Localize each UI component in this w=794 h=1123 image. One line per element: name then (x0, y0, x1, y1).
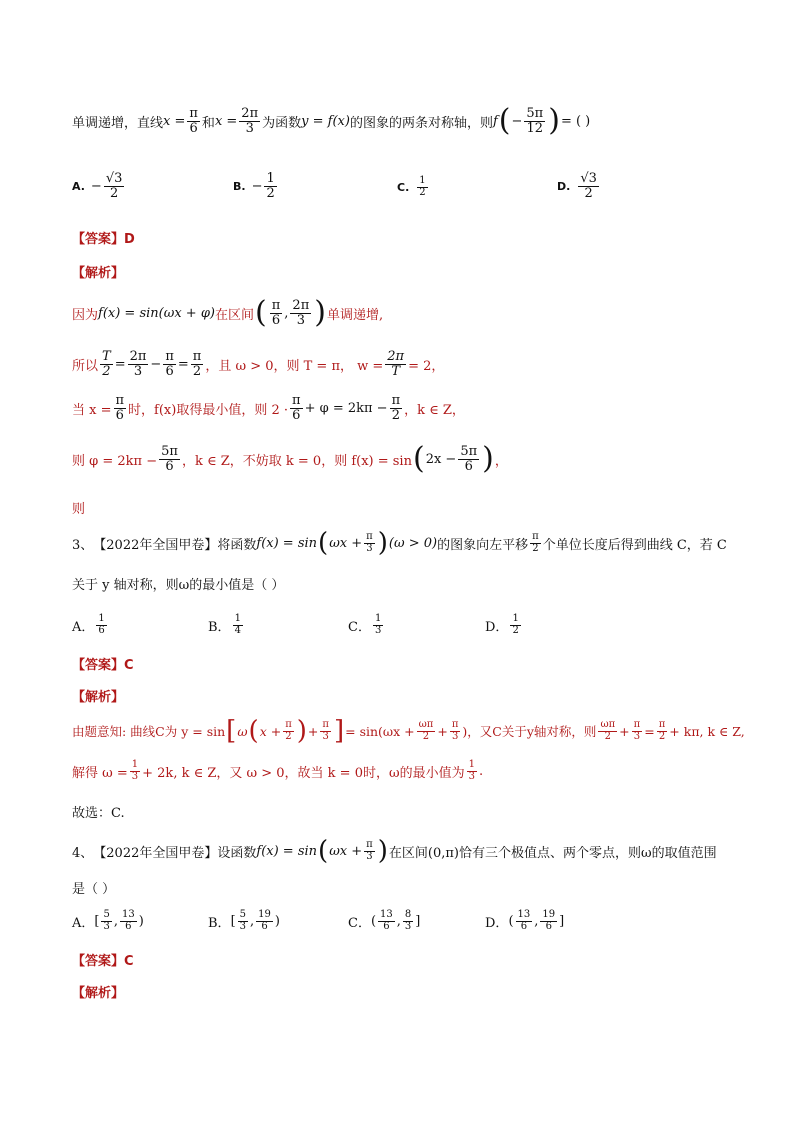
option-frac (104, 172, 125, 200)
question-source: 【2022年全国甲卷】 (93, 537, 218, 553)
option-num: 1 (98, 613, 105, 624)
equals: = (177, 356, 189, 372)
formula: f(x) = sin (256, 843, 318, 859)
comma: , (250, 913, 255, 929)
option-den: 2 (266, 185, 275, 201)
left-bracket: [ (226, 716, 237, 746)
bracket: [ (230, 913, 236, 929)
q4-option-a[interactable] (72, 910, 144, 932)
den: 2 (532, 542, 539, 554)
option-num: 1 (512, 613, 519, 624)
frac (364, 840, 375, 862)
text: 设函数 (217, 845, 257, 861)
right-bracket: ] (333, 716, 345, 746)
num: π (391, 393, 401, 408)
option-label: D． (485, 915, 509, 931)
option-den: 2 (419, 186, 426, 198)
q2-analysis-line1 (72, 295, 384, 330)
den: 2 (102, 363, 111, 379)
comma: , (113, 913, 118, 929)
num: 1 (131, 759, 139, 770)
text: + (307, 723, 319, 739)
option-label: D． (485, 619, 509, 635)
den: 2 (391, 407, 400, 423)
num: π (322, 719, 329, 730)
left-paren: ( (498, 103, 511, 138)
frac (458, 445, 479, 473)
q2-option-d[interactable] (557, 172, 601, 200)
num: 2π (387, 349, 405, 364)
right-paren: ) (548, 103, 560, 138)
den: 3 (468, 770, 475, 782)
den: 2 (422, 730, 430, 742)
text: ，k ∈ Z， (404, 402, 465, 418)
option-label: C． (348, 915, 371, 931)
q4-option-c[interactable] (348, 910, 420, 932)
den: 6 (383, 920, 390, 932)
right-paren: ) (314, 295, 326, 330)
option-den: 2 (512, 624, 519, 636)
text: 当 x = (72, 402, 112, 418)
text: 时，f(x)取得最小值，则 2 · (128, 402, 289, 418)
num: π (165, 349, 174, 364)
q2-stem (72, 103, 591, 138)
den: 3 (404, 920, 412, 932)
option-label: B． (208, 915, 231, 931)
q4-analysis-heading: 【解析】 (72, 986, 125, 1001)
den: 3 (296, 312, 305, 328)
formula: ωx + (329, 843, 363, 859)
text: 由题意知: 曲线C为 y = sin (72, 724, 226, 739)
question-number: 4、 (72, 845, 94, 861)
den: 3 (451, 730, 459, 742)
left-paren: ( (255, 295, 267, 330)
formula: (ω > 0) (388, 535, 438, 551)
q4-option-b[interactable] (208, 910, 280, 932)
frac (120, 910, 137, 932)
option-den: 2 (109, 185, 119, 201)
text: 个单位长度后得到曲线 C，若 C (542, 537, 727, 553)
q4-stem (72, 838, 717, 864)
den: 6 (165, 458, 174, 474)
text: 在区间(0,π)恰有三个极值点、两个零点，则ω的取值范围 (388, 845, 717, 861)
q2-option-a[interactable] (72, 172, 126, 200)
option-den: 3 (374, 624, 382, 636)
text: + kπ, k ∈ Z, (669, 723, 745, 739)
formula: f(x) = sin (256, 535, 318, 551)
text: 则 φ = 2kπ − (72, 453, 158, 469)
frac (632, 720, 643, 742)
text: = 2， (408, 358, 445, 374)
q2-stem-b: 为函数 (262, 115, 302, 131)
den: 2 (604, 730, 611, 742)
q2-analysis-line5: 则 (72, 502, 86, 517)
option-num: √3 (105, 171, 123, 186)
text: ， (494, 453, 508, 469)
frac (283, 720, 294, 742)
q2-x2-frac (239, 107, 260, 135)
left-paren: ( (412, 441, 425, 476)
num: 13 (121, 909, 135, 920)
q2-analysis-line3 (72, 394, 465, 422)
q2-analysis-line4 (72, 441, 508, 476)
frac (128, 350, 149, 378)
right-paren: ) (482, 441, 494, 476)
q2-option-b[interactable] (233, 172, 279, 200)
num: 5 (103, 909, 110, 920)
frac (238, 910, 248, 932)
frac (540, 910, 557, 932)
q3-analysis-line1 (72, 718, 745, 744)
q3-answer: 【答案】C (72, 658, 134, 673)
text: + 2k, k ∈ Z，又 ω > 0，故当 k = 0时，ω的最小值为 (142, 765, 465, 781)
frac (598, 720, 617, 742)
frac (378, 910, 395, 932)
option-num: 1 (266, 171, 275, 186)
question-source: 【2022年全国甲卷】 (93, 845, 218, 861)
frac (450, 720, 461, 742)
option-num: 1 (419, 175, 426, 186)
option-den: 6 (98, 624, 105, 636)
text: x + (259, 723, 282, 739)
q3-option-b[interactable] (208, 614, 245, 636)
question-number: 3、 (72, 537, 94, 553)
frac (101, 910, 111, 932)
q2-x1-den: 6 (189, 120, 198, 136)
text: 2x − (425, 451, 457, 467)
text: ，k ∈ Z，不妨取 k = 0，则 f(x) = sin (181, 453, 412, 469)
option-label: C． (348, 619, 371, 635)
num: ωπ (418, 719, 434, 730)
bracket: [ (94, 913, 100, 929)
option-num: 1 (374, 613, 382, 624)
q3-option-c[interactable] (348, 614, 385, 636)
den: 2 (192, 363, 202, 379)
q2-stem-a: 单调递增，直线 (72, 115, 164, 131)
frac (385, 350, 406, 378)
num: 13 (517, 909, 531, 920)
text: . (478, 763, 484, 779)
num: π (192, 349, 202, 364)
den: 6 (125, 920, 132, 932)
num: π (271, 297, 281, 313)
text: 的图象向左平移 (437, 537, 529, 553)
num: π (451, 719, 459, 730)
num: π (285, 719, 292, 730)
bracket: ] (559, 913, 565, 929)
q2-answer: 【答案】D (72, 232, 135, 247)
frac (467, 760, 477, 782)
den: 3 (322, 730, 329, 742)
den: 6 (464, 458, 473, 474)
frac (516, 910, 533, 932)
left-paren: ( (318, 528, 329, 558)
right-paren: ) (377, 528, 388, 558)
option-frac (96, 614, 106, 636)
frac (390, 394, 403, 422)
q2-analysis-line2 (72, 350, 444, 378)
frac (403, 910, 413, 932)
num: 8 (404, 909, 412, 920)
frac (417, 720, 436, 742)
q2-x1-frac (187, 107, 200, 135)
frac (364, 532, 375, 554)
q2-farg-frac (524, 107, 545, 135)
num: 13 (380, 909, 393, 920)
q4-stem-2: 是（ ） (72, 882, 116, 897)
q2-stem-c: 的图象的两条对称轴，则 (349, 115, 493, 131)
text: = sin(ωx + (345, 723, 415, 739)
den: 2 (285, 730, 292, 742)
q4-answer: 【答案】C (72, 954, 134, 969)
q3-analysis-line2 (72, 760, 483, 782)
den: 3 (239, 920, 247, 932)
q2-farg-num: 5π (526, 105, 544, 121)
num: 5 (239, 909, 247, 920)
text: 在区间 (215, 307, 255, 323)
den: 3 (633, 730, 641, 742)
q2-option-c[interactable] (397, 176, 430, 198)
den: 3 (131, 770, 139, 782)
comma: , (284, 305, 289, 321)
bracket: ] (415, 913, 421, 929)
left-paren: ( (248, 716, 259, 746)
text: ，且 ω > 0，则 T = π， w = (205, 358, 384, 374)
option-frac (578, 172, 599, 200)
formula: f(x) = sin(ωx + φ) (98, 305, 215, 321)
q3-stem-2: 关于 y 轴对称，则ω的最小值是（ ） (72, 578, 285, 593)
frac (256, 910, 273, 932)
den: 6 (292, 407, 301, 423)
option-frac (417, 176, 427, 198)
den: 6 (545, 920, 552, 932)
text: = (644, 723, 655, 739)
text: 因为 (72, 307, 99, 323)
f-symbol: f (492, 113, 498, 129)
frac (320, 720, 331, 742)
num: π (292, 393, 301, 408)
den: 6 (520, 920, 528, 932)
text: ω (237, 723, 248, 739)
comma: , (396, 913, 401, 929)
frac (130, 760, 140, 782)
text: 解得 ω = (72, 765, 128, 781)
num: π (532, 531, 539, 542)
bracket: ) (138, 913, 144, 929)
num: π (366, 839, 373, 850)
num: π (366, 531, 373, 542)
q3-option-a[interactable] (72, 614, 109, 636)
den: 6 (271, 312, 281, 328)
frac (290, 299, 311, 327)
right-paren: ) (377, 836, 388, 866)
text: + (437, 723, 448, 739)
option-label: A． (72, 915, 95, 931)
den: 3 (103, 920, 110, 932)
formula: ωx + (329, 535, 363, 551)
option-label: C. (397, 180, 410, 194)
frac (657, 720, 668, 742)
num: 19 (258, 909, 271, 920)
den: 6 (165, 363, 174, 379)
q2-farg-den: 12 (526, 120, 544, 136)
equals: = (114, 356, 126, 372)
num: 19 (542, 909, 556, 920)
bracket: ( (508, 913, 514, 929)
num: 5π (161, 443, 178, 459)
text: + φ = 2kπ − (304, 400, 388, 416)
option-label: A． (72, 619, 95, 635)
q2-stem-end: = ( ) (560, 113, 591, 129)
option-frac (233, 614, 243, 636)
option-label: D. (557, 179, 571, 193)
option-sign: − (251, 178, 263, 194)
option-den: 2 (584, 185, 593, 201)
den: 3 (366, 850, 373, 862)
bracket: ( (370, 913, 377, 929)
option-frac (373, 614, 383, 636)
frac (100, 350, 113, 378)
var-x: x = (163, 113, 186, 129)
option-frac (264, 172, 276, 200)
option-frac (510, 614, 520, 636)
bracket: ) (274, 913, 280, 929)
q3-option-d[interactable] (485, 614, 523, 636)
num: 1 (468, 759, 475, 770)
option-num: √3 (580, 171, 597, 186)
option-label: A. (72, 179, 85, 193)
num: π (633, 719, 641, 730)
minus-sign: − (511, 113, 523, 129)
frac (163, 350, 176, 378)
comma: , (534, 913, 539, 929)
option-den: 4 (234, 624, 241, 636)
q2-analysis-heading: 【解析】 (72, 266, 125, 281)
q3-choice: 故选：C. (72, 806, 125, 821)
num: π (658, 719, 666, 730)
text: )，又C关于y轴对称，则 (462, 724, 597, 739)
num: 2π (292, 297, 310, 313)
num: T (102, 349, 111, 364)
q2-x2-den: 3 (245, 120, 254, 136)
option-sign: − (90, 178, 102, 194)
den: 2 (658, 730, 666, 742)
option-num: 1 (234, 613, 241, 624)
q4-option-d[interactable] (485, 910, 564, 932)
q3-stem (72, 530, 727, 556)
frac (530, 532, 541, 554)
option-label: B． (208, 619, 231, 635)
q2-x1-num: π (189, 105, 198, 121)
q2-x2-num: 2π (241, 105, 259, 121)
den: 3 (133, 363, 143, 379)
minus: − (150, 356, 162, 372)
den: 6 (261, 920, 268, 932)
num: ωπ (600, 719, 616, 730)
frac (114, 394, 127, 422)
var-x2: x = (214, 113, 238, 129)
num: π (115, 393, 125, 408)
frac (290, 394, 303, 422)
text: 所以 (72, 358, 99, 374)
den: T (391, 363, 401, 379)
text: 单调递增, (326, 307, 384, 323)
den: 3 (366, 542, 373, 554)
q3-analysis-heading: 【解析】 (72, 690, 125, 705)
frac (270, 299, 283, 327)
q2-fx: y = f(x) (301, 113, 350, 129)
num: 5π (460, 443, 478, 459)
q2-and: 和 (201, 115, 215, 131)
num: 2π (129, 349, 147, 364)
frac (159, 445, 180, 473)
right-paren: ) (296, 716, 307, 746)
frac (191, 350, 204, 378)
left-paren: ( (318, 836, 329, 866)
text: 将函数 (217, 537, 257, 553)
option-label: B. (233, 179, 246, 193)
text: + (619, 723, 630, 739)
den: 6 (115, 407, 124, 423)
